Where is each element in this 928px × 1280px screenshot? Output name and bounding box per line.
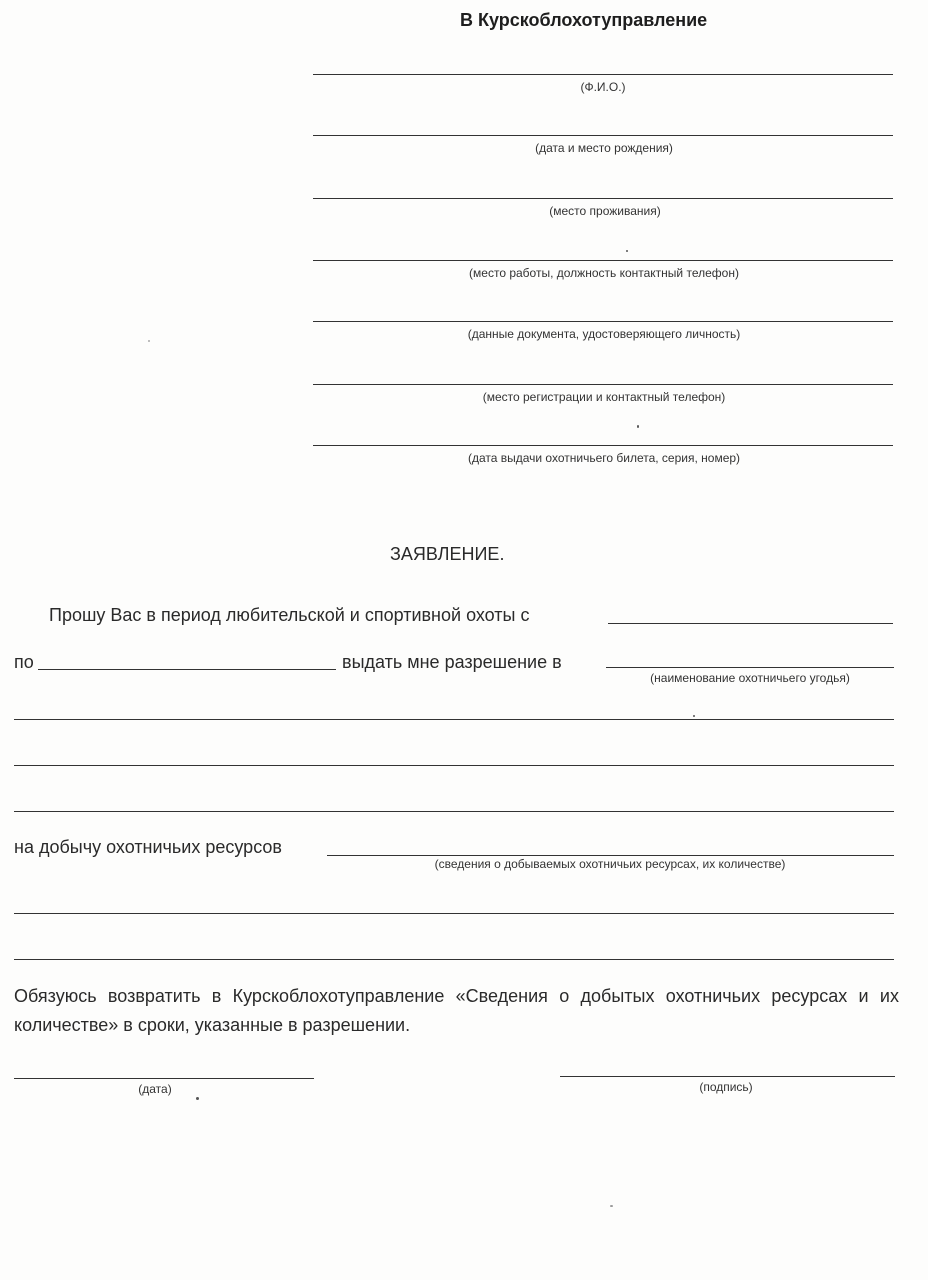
date-line[interactable]	[14, 1078, 314, 1079]
hunting-ticket-line[interactable]	[313, 445, 893, 446]
birth-caption: (дата и место рождения)	[535, 141, 673, 155]
fio-caption: (Ф.И.О.)	[580, 80, 626, 94]
signature-line[interactable]	[560, 1076, 895, 1077]
id-document-caption: (данные документа, удостоверяющего личность)	[467, 327, 741, 341]
registration-line[interactable]	[313, 384, 893, 385]
request-intro: Прошу Вас в период любительской и спортивной охоты с	[49, 605, 530, 625]
until-label: по	[14, 652, 34, 672]
scan-speck	[148, 340, 150, 342]
resources-line[interactable]	[327, 855, 894, 856]
resources-line-2[interactable]	[14, 913, 894, 914]
signature-caption: (подпись)	[699, 1080, 753, 1094]
document-title: ЗАЯВЛЕНИЕ.	[390, 544, 505, 564]
period-from-line[interactable]	[608, 623, 893, 624]
scan-speck	[637, 425, 639, 428]
scan-speck	[626, 250, 628, 252]
obligation-paragraph: Обязуюсь возвратить в Курскоблохотуправление «Сведения о добытых охотничьих ресурсах и их количестве» в сроки, указанные в разрешении.	[14, 986, 899, 1035]
hunting-ground-line[interactable]	[606, 667, 894, 668]
resources-label: на добычу охотничьих ресурсов	[14, 837, 282, 857]
period-to-line[interactable]	[38, 669, 336, 670]
registration-caption: (место регистрации и контактный телефон)	[482, 390, 726, 404]
hunting-ground-line-2[interactable]	[14, 719, 894, 720]
scan-speck	[196, 1097, 199, 1100]
residence-caption: (место проживания)	[549, 204, 661, 218]
issue-permit-text: выдать мне разрешение в	[342, 652, 562, 672]
hunting-ticket-caption: (дата выдачи охотничьего билета, серия, номер)	[467, 451, 741, 465]
scan-speck	[693, 715, 695, 717]
birth-line[interactable]	[313, 135, 893, 136]
date-caption: (дата)	[138, 1082, 172, 1096]
fio-line[interactable]	[313, 74, 893, 75]
resources-line-3[interactable]	[14, 959, 894, 960]
hunting-ground-line-4[interactable]	[14, 811, 894, 812]
hunting-ground-caption: (наименование охотничьего угодья)	[650, 671, 850, 685]
id-document-line[interactable]	[313, 321, 893, 322]
work-line[interactable]	[313, 260, 893, 261]
residence-line[interactable]	[313, 198, 893, 199]
hunting-ground-line-3[interactable]	[14, 765, 894, 766]
resources-caption: (сведения о добываемых охотничьих ресурсах, их количестве)	[434, 857, 786, 871]
scan-speck	[610, 1205, 613, 1207]
addressee-title: В Курскоблохотуправление	[460, 10, 708, 30]
work-caption: (место работы, должность контактный телефон)	[469, 266, 739, 280]
